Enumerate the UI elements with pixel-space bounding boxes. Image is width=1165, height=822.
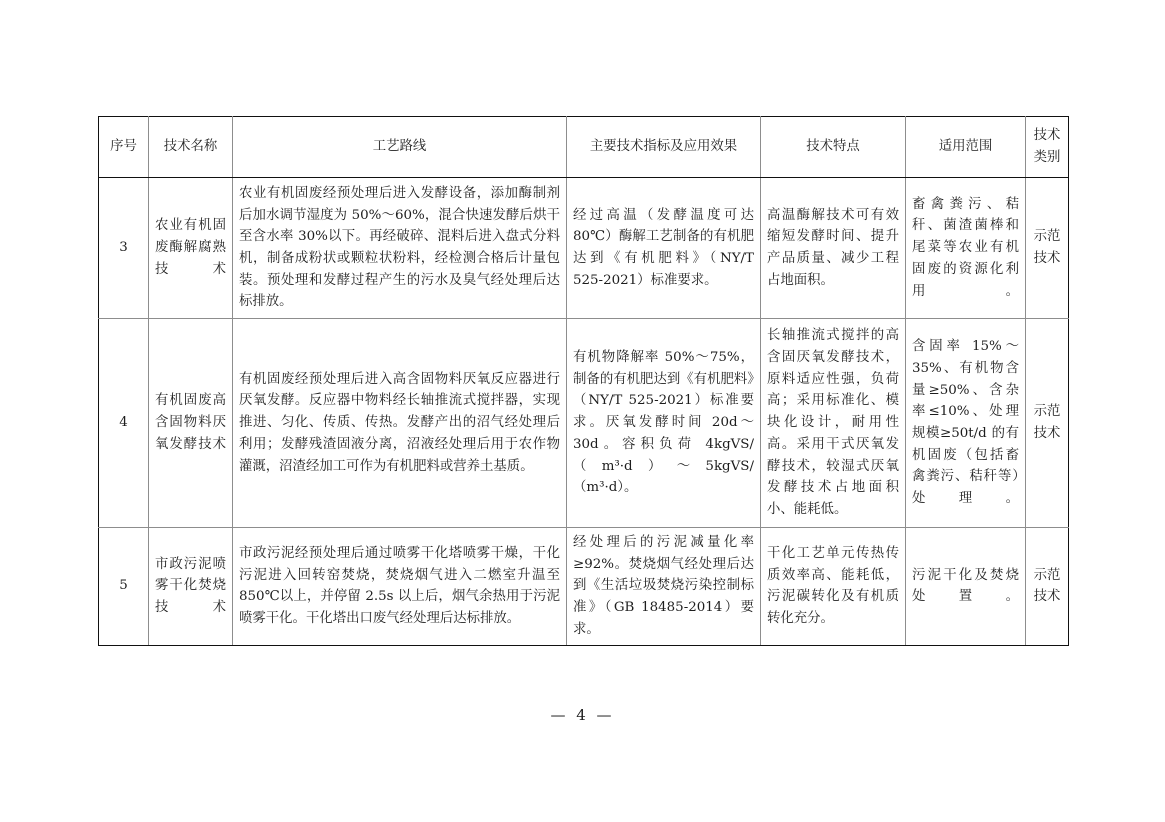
cell-type: 示范技术 <box>1026 528 1069 646</box>
cell-type: 示范技术 <box>1026 319 1069 528</box>
catalog-table <box>98 116 1069 646</box>
cell-route: 市政污泥经预处理后通过喷雾干化塔喷雾干燥，干化污泥进入回转窑焚烧，焚烧烟气进入二燃室升温至 850℃以上，并停留 2.5s 以上后，烟气余热用于污泥喷雾干化。干化塔出口废气经处理后达标排放。 <box>233 528 567 646</box>
cell-scope: 污泥干化及焚烧处置。 <box>906 528 1026 646</box>
column-header-route: 工艺路线 <box>233 117 567 178</box>
cell-route: 农业有机固废经预处理后进入发酵设备，添加酶制剂后加水调节湿度为 50%～60%，混合快速发酵后烘干至含水率 30%以下。再经破碎、混料后进入盘式分料机，制备成粉状或颗粒状粉料，经检测合格后计量包装。预处理和发酵过程产生的污水及臭气经处理后达标排放。 <box>233 178 567 319</box>
table-body <box>99 178 1069 646</box>
cell-name: 市政污泥喷雾干化焚烧技术 <box>149 528 233 646</box>
table-header <box>99 117 1069 178</box>
cell-feature: 长轴推流式搅拌的高含固厌氧发酵技术，原料适应性强，负荷高；采用标准化、模块化设计，耐用性高。采用干式厌氧发酵技术，较湿式厌氧发酵技术占地面积小、能耗低。 <box>761 319 906 528</box>
table-header-row <box>99 117 1069 178</box>
column-header-type: 技术类别 <box>1026 117 1069 178</box>
technology-catalog-table <box>98 116 1068 646</box>
cell-index: 有机物降解率 50%～75%，制备的有机肥达到《有机肥料》（NY/T 525-2021）标准要求。厌氧发酵时间 20d～30d。容积负荷 4kgVS/（m³·d）～5kgVS/（m³·d）。 <box>567 319 761 528</box>
cell-scope: 畜禽粪污、秸秆、菌渣菌棒和尾菜等农业有机固废的资源化利用。 <box>906 178 1026 319</box>
cell-type: 示范技术 <box>1026 178 1069 319</box>
column-header-name: 技术名称 <box>149 117 233 178</box>
cell-index: 经过高温（发酵温度可达 80℃）酶解工艺制备的有机肥达到《有机肥料》（NY/T 525-2021）标准要求。 <box>567 178 761 319</box>
column-header-no: 序号 <box>99 117 149 178</box>
column-header-index: 主要技术指标及应用效果 <box>567 117 761 178</box>
cell-name: 农业有机固废酶解腐熟技术 <box>149 178 233 319</box>
cell-route: 有机固废经预处理后进入高含固物料厌氧反应器进行厌氧发酵。反应器中物料经长轴推流式搅拌器，实现推进、匀化、传质、传热。发酵产出的沼气经处理后利用；发酵残渣固液分离，沼液经处理后用于农作物灌溉，沼渣经加工可作为有机肥料或营养土基质。 <box>233 319 567 528</box>
table-row <box>99 319 1069 528</box>
cell-no: 4 <box>99 319 149 528</box>
cell-no: 5 <box>99 528 149 646</box>
cell-feature: 干化工艺单元传热传质效率高、能耗低，污泥碳转化及有机质转化充分。 <box>761 528 906 646</box>
cell-index: 经处理后的污泥减量化率≥92%。焚烧烟气经处理后达到《生活垃圾焚烧污染控制标准》（GB 18485-2014）要求。 <box>567 528 761 646</box>
cell-feature: 高温酶解技术可有效缩短发酵时间、提升产品质量、减少工程占地面积。 <box>761 178 906 319</box>
page-number-footer: — 4 — <box>550 706 615 724</box>
cell-scope: 含固率 15%～35%、有机物含量≥50%、含杂率≤10%、处理规模≥50t/d 的有机固废（包括畜禽粪污、秸秆等）处理。 <box>906 319 1026 528</box>
cell-no: 3 <box>99 178 149 319</box>
column-header-feature: 技术特点 <box>761 117 906 178</box>
table-row <box>99 178 1069 319</box>
table-row <box>99 528 1069 646</box>
column-header-scope: 适用范围 <box>906 117 1026 178</box>
cell-name: 有机固废高含固物料厌氧发酵技术 <box>149 319 233 528</box>
